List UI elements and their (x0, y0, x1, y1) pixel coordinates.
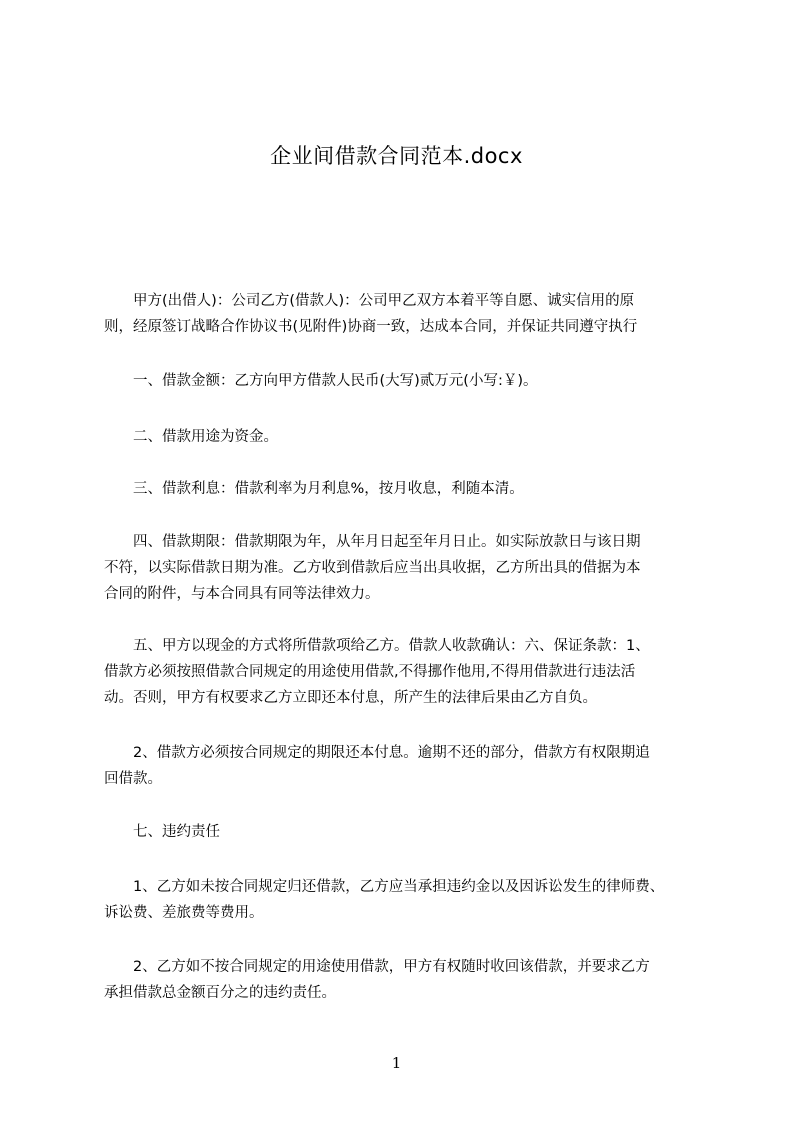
paragraph-guarantee (104, 633, 704, 711)
paragraph-repayment (104, 740, 704, 792)
paragraph-loan-interest (104, 476, 704, 502)
paragraph-line: 借款方必须按照借款合同规定的用途使用借款,不得挪作他用,不得用借款进行违法活 (104, 664, 636, 680)
paragraph-breach-heading (104, 819, 704, 845)
paragraph-line: 甲方(出借人)：公司乙方(借款人)：公司甲乙双方本着平等自愿、诚实信用的原 (104, 293, 635, 309)
paragraph-line: 诉讼费、差旅费等费用。 (104, 905, 264, 921)
paragraph-line: 五、甲方以现金的方式将所借款项给乙方。借款人收款确认：六、保证条款：1、 (104, 638, 650, 654)
paragraph-line: 2、乙方如不按合同规定的用途使用借款，甲方有权随时收回该借款，并要求乙方 (104, 959, 650, 975)
paragraph-loan-term (104, 529, 704, 607)
paragraph-breach-1 (104, 874, 704, 926)
paragraph-line: 不符，以实际借款日期为准。乙方收到借款后应当出具收据，乙方所出具的借据为本 (104, 560, 641, 576)
paragraph-line: 三、借款利息：借款利率为月利息%，按月收息，利随本清。 (104, 481, 524, 497)
paragraph-line: 动。否则，甲方有权要求乙方立即还本付息，所产生的法律后果由乙方自负。 (104, 690, 597, 706)
paragraph-line: 四、借款期限：借款期限为年，从年月日起至年月日止。如实际放款日与该日期 (104, 534, 641, 550)
paragraph-line: 2、借款方必须按合同规定的期限还本付息。逾期不还的部分，借款方有权限期追 (104, 745, 650, 761)
paragraph-loan-amount (104, 368, 704, 394)
paragraph-line: 七、违约责任 (104, 824, 220, 840)
paragraph-line: 则，经原签订战略合作协议书(见附件)协商一致，达成本合同，并保证共同遵守执行 (104, 319, 638, 335)
paragraph-line: 合同的附件，与本合同具有同等法律效力。 (104, 586, 380, 602)
document-title: 企业间借款合同范本.docx (270, 144, 523, 168)
paragraph-loan-purpose (104, 424, 704, 450)
paragraph-breach-2 (104, 954, 704, 1006)
paragraph-line: 回借款。 (104, 771, 162, 787)
paragraph-line: 一、借款金额：乙方向甲方借款人民币(大写)贰万元(小写:￥)。 (104, 373, 538, 389)
paragraph-parties (104, 288, 704, 340)
page-number: 1 (391, 1054, 402, 1072)
paragraph-line: 1、乙方如未按合同规定归还借款，乙方应当承担违约金以及因诉讼发生的律师费、 (104, 879, 665, 895)
paragraph-line: 二、借款用途为资金。 (104, 429, 278, 445)
paragraph-line: 承担借款总金额百分之的违约责任。 (104, 985, 336, 1001)
